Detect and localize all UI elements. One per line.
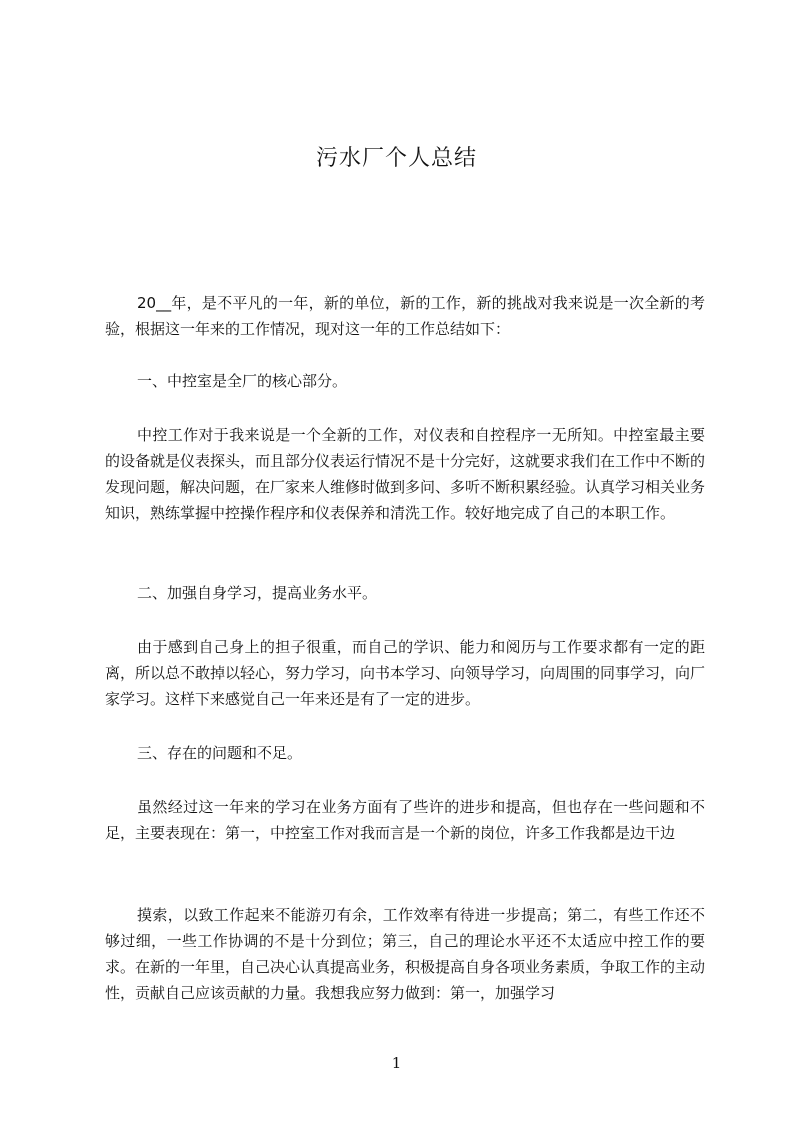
body-paragraph-1: 中控工作对于我来说是一个全新的工作，对仪表和自控程序一无所知。中控室最主要的设备就是仪表探头，而且部分仪表运行情况不是十分完好，这就要求我们在工作中不断的发现问题，解决问题，在厂家来人维修时做到多问、多听不断积累经验。认真学习相关业务知识，熟练掌握中控操作程序和仪表保养和清洗工作。较好地完成了自己的本职工作。 [105,426,706,522]
section-heading-3: 三、存在的问题和不足。 [137,744,303,762]
section-heading-2: 二、加强自身学习，提高业务水平。 [137,584,378,602]
section-heading-1: 一、中控室是全厂的核心部分。 [137,372,348,390]
body-paragraph-2: 由于感到自己身上的担子很重，而自己的学识、能力和阅历与工作要求都有一定的距离，所以总不敢掉以轻心，努力学习，向书本学习、向领导学习，向周围的同事学习，向厂家学习。这样下来感觉自己一年来还是有了一定的进步。 [105,638,706,708]
document-title: 污水厂个人总结 [315,146,477,171]
body-paragraph-3: 虽然经过这一年来的学习在业务方面有了些许的进步和提高，但也存在一些问题和不足，主要表现在：第一，中控室工作对我而言是一个新的岗位，许多工作我都是边干边 [105,798,705,842]
page-number: 1 [391,1054,402,1072]
body-paragraph-4: 摸索，以致工作起来不能游刃有余，工作效率有待进一步提高；第二，有些工作还不够过细，一些工作协调的不是十分到位；第三，自己的理论水平还不太适应中控工作的要求。在新的一年里，自己决心认真提高业务，积极提高自身各项业务素质，争取工作的主动性，贡献自己应该贡献的力量。我想我应努力做到：第一，加强学习 [105,906,706,1002]
intro-paragraph: 20__年，是不平凡的一年，新的单位，新的工作，新的挑战对我来说是一次全新的考验，根据这一年来的工作情况，现对这一年的工作总结如下： [105,294,705,338]
